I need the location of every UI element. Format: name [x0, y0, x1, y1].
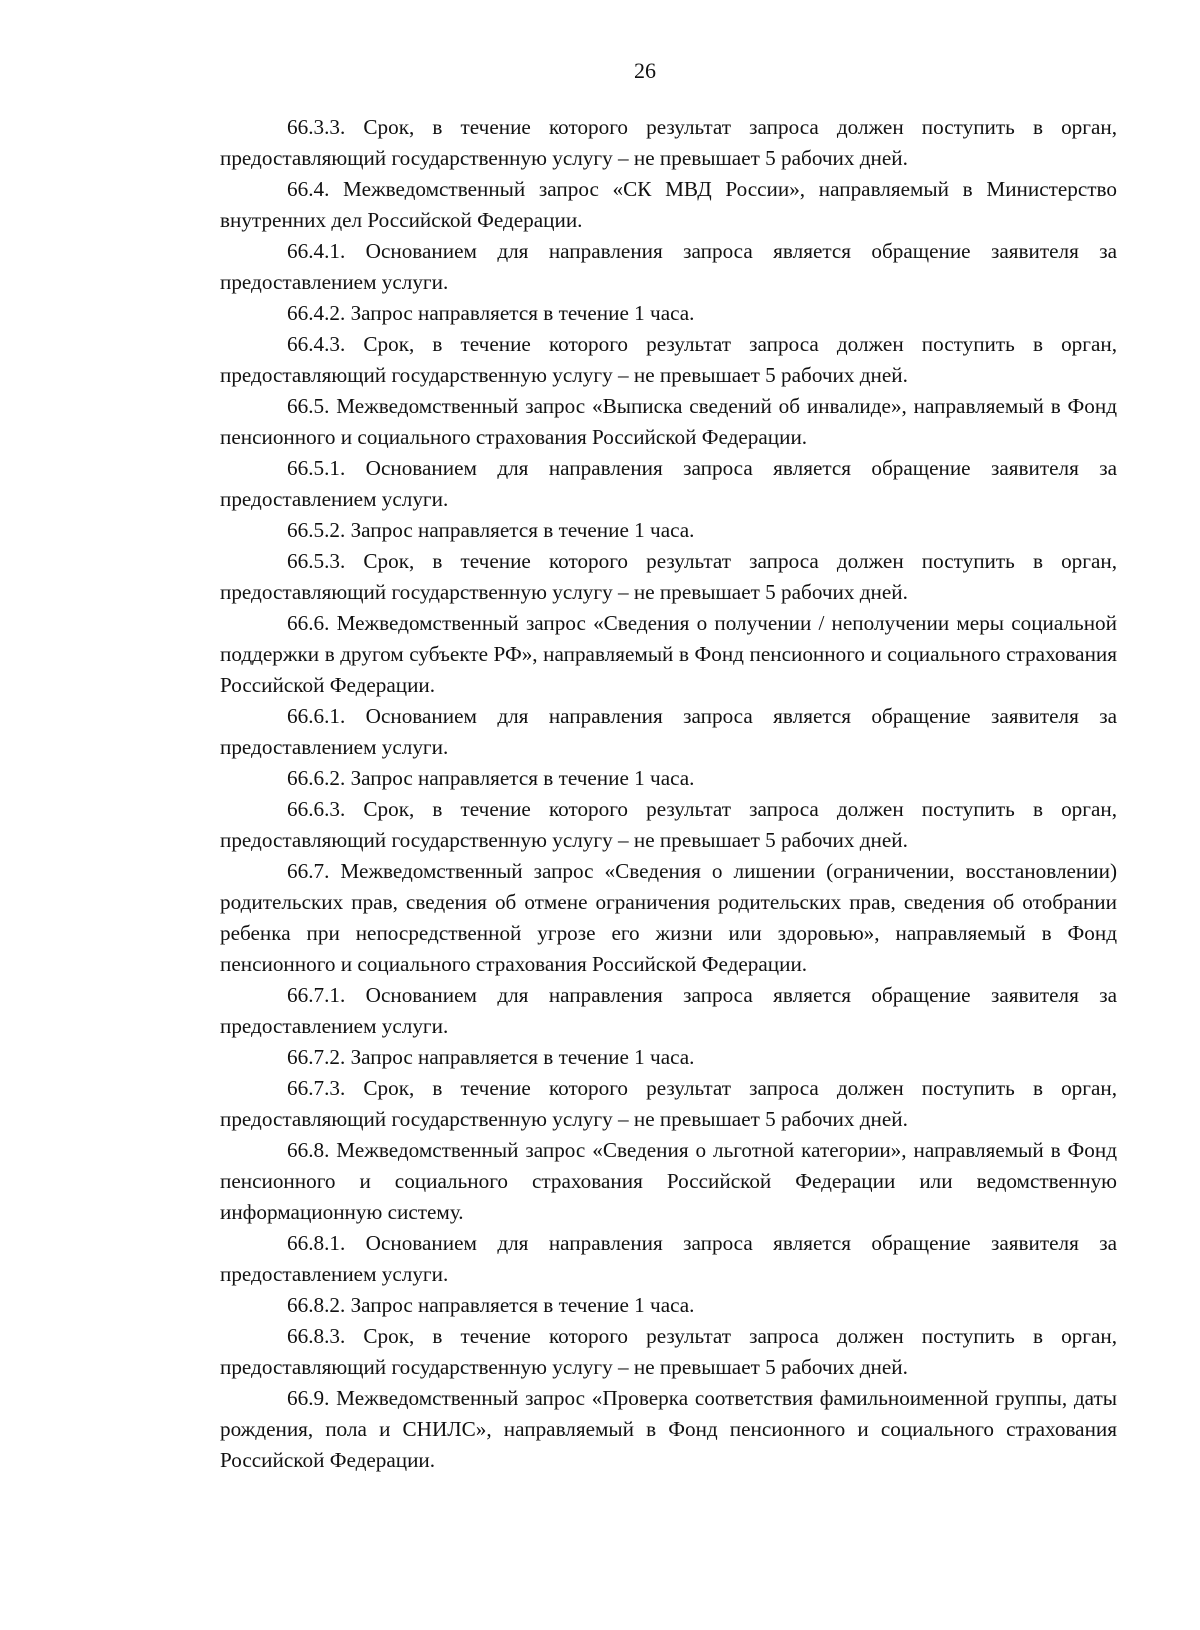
page-number: 26 [634, 58, 656, 83]
document-body [220, 112, 1117, 1476]
paragraph-66-7-3: 66.7.3. Срок, в течение которого результат запроса должен поступить в орган, предоставляющий государственную услугу – не превышает 5 рабочих дней. [220, 1076, 1117, 1131]
paragraph-66-5-1: 66.5.1. Основанием для направления запроса является обращение заявителя за предоставлением услуги. [220, 456, 1117, 511]
paragraph-66-7-2: 66.7.2. Запрос направляется в течение 1 часа. [287, 1045, 695, 1069]
paragraph-66-5: 66.5. Межведомственный запрос «Выписка сведений об инвалиде», направляемый в Фонд пенсионного и социального страхования Российской Федерации. [220, 394, 1117, 449]
paragraph-66-8: 66.8. Межведомственный запрос «Сведения о льготной категории», направляемый в Фонд пенсионного и социального страхования Российской Федерации или ведомственную информационную систему. [220, 1138, 1117, 1224]
paragraph-66-9: 66.9. Межведомственный запрос «Проверка соответствия фамильноименной группы, даты рождения, пола и СНИЛС», направляемый в Фонд пенсионного и социального страхования Российской Федерации. [220, 1386, 1117, 1472]
paragraph-66-8-2: 66.8.2. Запрос направляется в течение 1 часа. [287, 1293, 695, 1317]
paragraph-66-5-3: 66.5.3. Срок, в течение которого результат запроса должен поступить в орган, предоставляющий государственную услугу – не превышает 5 рабочих дней. [220, 549, 1117, 604]
paragraph-66-4: 66.4. Межведомственный запрос «СК МВД России», направляемый в Министерство внутренних дел Российской Федерации. [220, 177, 1117, 232]
paragraph-66-4-1: 66.4.1. Основанием для направления запроса является обращение заявителя за предоставлением услуги. [220, 239, 1117, 294]
paragraph-66-7-1: 66.7.1. Основанием для направления запроса является обращение заявителя за предоставлением услуги. [220, 983, 1117, 1038]
paragraph-66-6-3: 66.6.3. Срок, в течение которого результат запроса должен поступить в орган, предоставляющий государственную услугу – не превышает 5 рабочих дней. [220, 797, 1117, 852]
paragraph-66-6-1: 66.6.1. Основанием для направления запроса является обращение заявителя за предоставлением услуги. [220, 704, 1117, 759]
paragraph-66-4-2: 66.4.2. Запрос направляется в течение 1 часа. [287, 301, 695, 325]
paragraph-66-7: 66.7. Межведомственный запрос «Сведения о лишении (ограничении, восстановлении) родительских прав, сведения об отмене ограничения родительских прав, сведения об отобрании ребенка при непосредственной угрозе его жизни или здоровью», направляемый в Фонд пенсионного и социального страхования Российской Федерации. [220, 859, 1117, 976]
paragraph-66-4-3: 66.4.3. Срок, в течение которого результат запроса должен поступить в орган, предоставляющий государственную услугу – не превышает 5 рабочих дней. [220, 332, 1117, 387]
paragraph-66-6: 66.6. Межведомственный запрос «Сведения о получении / неполучении меры социальной поддержки в другом субъекте РФ», направляемый в Фонд пенсионного и социального страхования Российской Федерации. [220, 611, 1117, 697]
paragraph-66-6-2: 66.6.2. Запрос направляется в течение 1 часа. [287, 766, 695, 790]
paragraph-66-5-2: 66.5.2. Запрос направляется в течение 1 часа. [287, 518, 695, 542]
paragraph-66-8-3: 66.8.3. Срок, в течение которого результат запроса должен поступить в орган, предоставляющий государственную услугу – не превышает 5 рабочих дней. [220, 1324, 1117, 1379]
paragraph-66-3-3: 66.3.3. Срок, в течение которого результат запроса должен поступить в орган, предоставляющий государственную услугу – не превышает 5 рабочих дней. [220, 115, 1117, 170]
paragraph-66-8-1: 66.8.1. Основанием для направления запроса является обращение заявителя за предоставлением услуги. [220, 1231, 1117, 1286]
